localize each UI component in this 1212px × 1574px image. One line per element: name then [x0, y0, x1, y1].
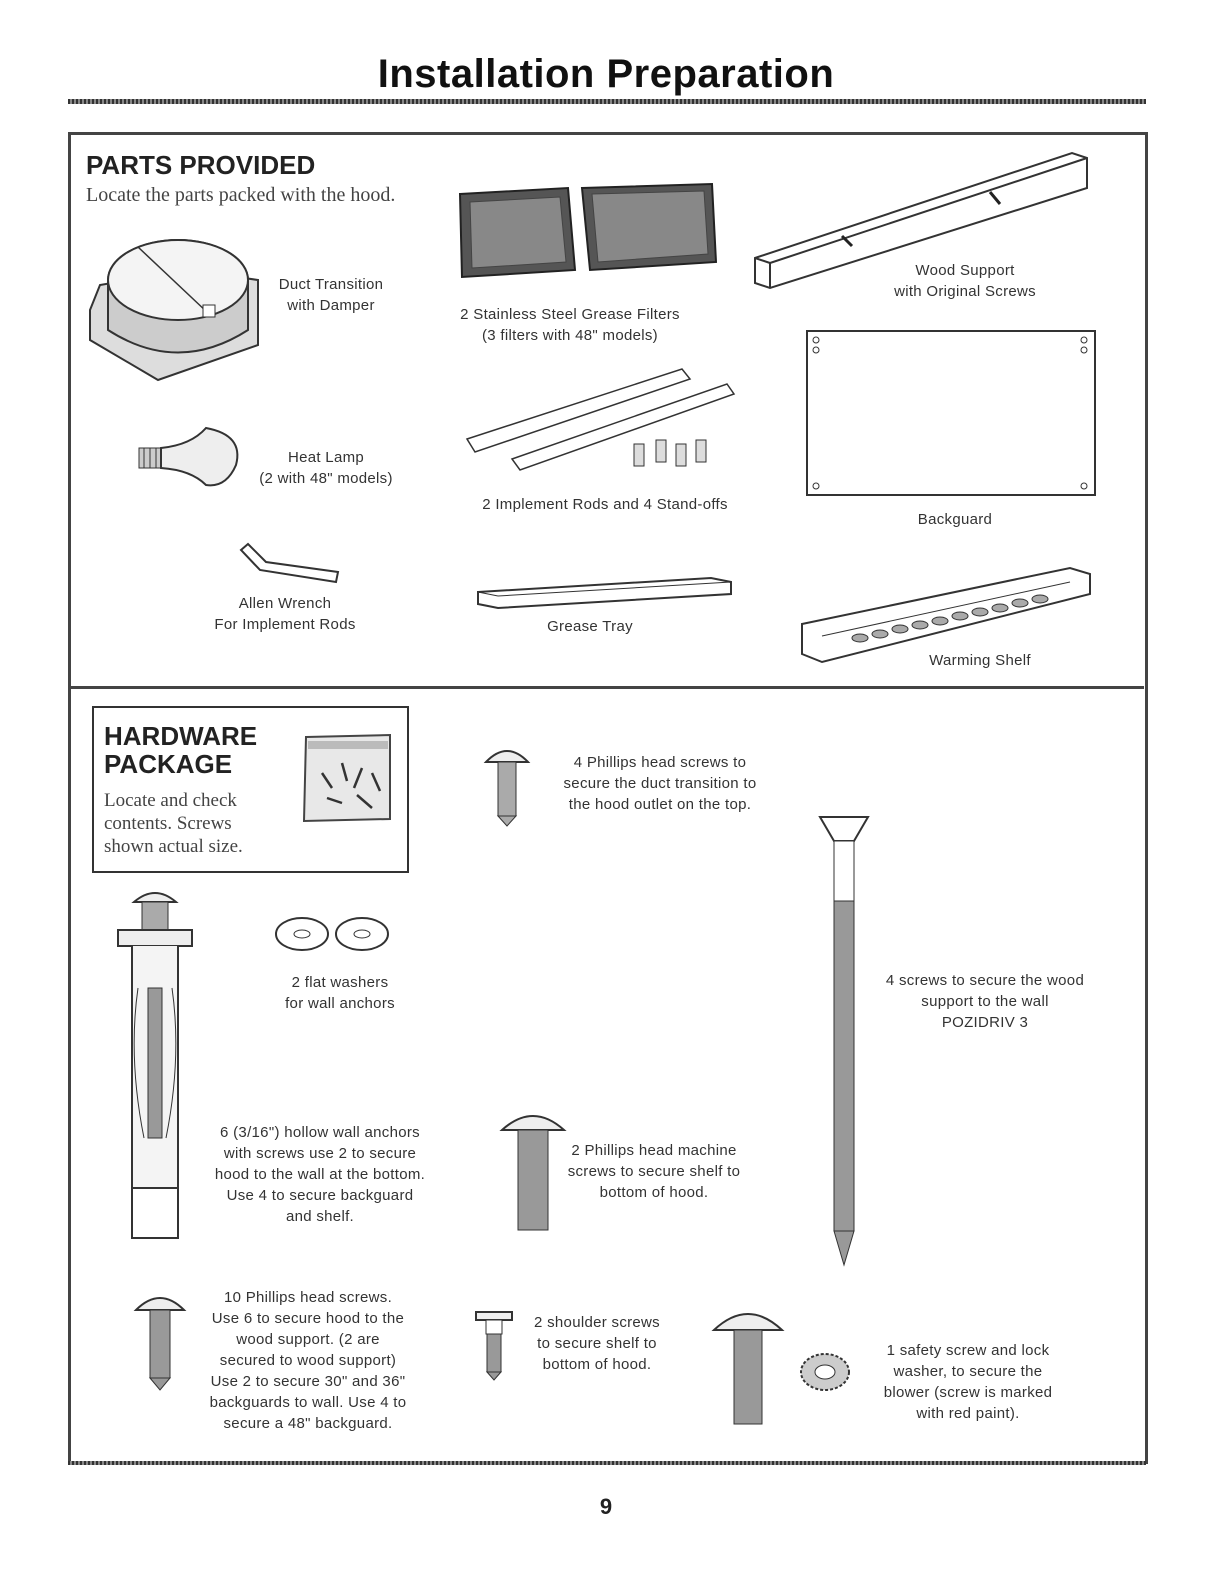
page-title: Installation Preparation [377, 52, 835, 96]
machine-screws-caption: 2 Phillips head machine screws to secure shelf to bottom of hood. [567, 1142, 741, 1201]
backguard-illustration [806, 330, 1098, 498]
implement-rods-illustration [462, 364, 742, 474]
grease-filters-illustration [450, 182, 720, 282]
implement-rods-caption: 2 Implement Rods and 4 Stand-offs [482, 496, 728, 513]
allen-wrench-illustration [238, 542, 343, 587]
lock-washer-illustration [798, 1350, 852, 1394]
safety-screw-illustration [712, 1304, 784, 1426]
wall-anchors-caption: 6 (3/16") hollow wall anchors with screws use 2 to secure hood to the wall at the bottom. Use 4 to secure backguard and shelf. [214, 1124, 426, 1225]
wall-anchor-illustration [114, 888, 196, 1242]
bottom-rule [68, 1461, 1146, 1465]
parts-provided-heading: PARTS PROVIDED [86, 150, 316, 180]
wood-screw-illustration [818, 815, 870, 1267]
parts-provided-intro: Locate the parts packed with the hood. [86, 184, 396, 206]
allen-wrench-caption: Allen Wrench For Implement Rods [214, 595, 356, 633]
grease-tray-illustration [476, 574, 734, 610]
hardware-package-heading: HARDWARE PACKAGE [104, 721, 258, 779]
backguard-caption: Backguard [917, 511, 993, 528]
heat-lamp-caption: Heat Lamp (2 with 48" models) [259, 449, 393, 487]
shoulder-screws-caption: 2 shoulder screws to secure shelf to bottom of hood. [534, 1314, 660, 1373]
shoulder-screw-illustration [474, 1310, 514, 1382]
phillips-screws-caption: 10 Phillips head screws. Use 6 to secure hood to the wood support. (2 are secured to wood support) Use 2 to secure 30" and 36" backguards to wall. Use 4 to secure a 48" backguard. [209, 1289, 407, 1432]
wood-screws-caption: 4 screws to secure the wood support to the wall POZIDRIV 3 [885, 972, 1085, 1031]
hardware-bag-illustration [302, 733, 394, 823]
section-divider [70, 686, 1144, 689]
hardware-package-intro: Locate and check contents. Screws shown actual size. [104, 790, 243, 857]
title-rule [68, 99, 1146, 104]
wood-support-caption: Wood Support with Original Screws [894, 262, 1036, 300]
phillips-screw-illustration [134, 1290, 186, 1392]
warming-shelf-caption: Warming Shelf [929, 652, 1031, 669]
grease-tray-caption: Grease Tray [547, 618, 633, 635]
duct-screws-caption: 4 Phillips head screws to secure the duct transition to the hood outlet on the top. [563, 754, 757, 813]
duct-transition-caption: Duct Transition with Damper [278, 276, 384, 314]
flat-washers-illustration [274, 914, 390, 954]
flat-washers-caption: 2 flat washers for wall anchors [285, 974, 395, 1012]
duct-screw-illustration [484, 744, 530, 826]
safety-screw-caption: 1 safety screw and lock washer, to secure the blower (screw is marked with red paint). [883, 1342, 1053, 1422]
page-number: 9 [599, 1494, 613, 1519]
heat-lamp-illustration [136, 420, 246, 490]
duct-transition-illustration [88, 225, 268, 385]
grease-filters-caption: 2 Stainless Steel Grease Filters (3 filters with 48" models) [460, 306, 680, 344]
